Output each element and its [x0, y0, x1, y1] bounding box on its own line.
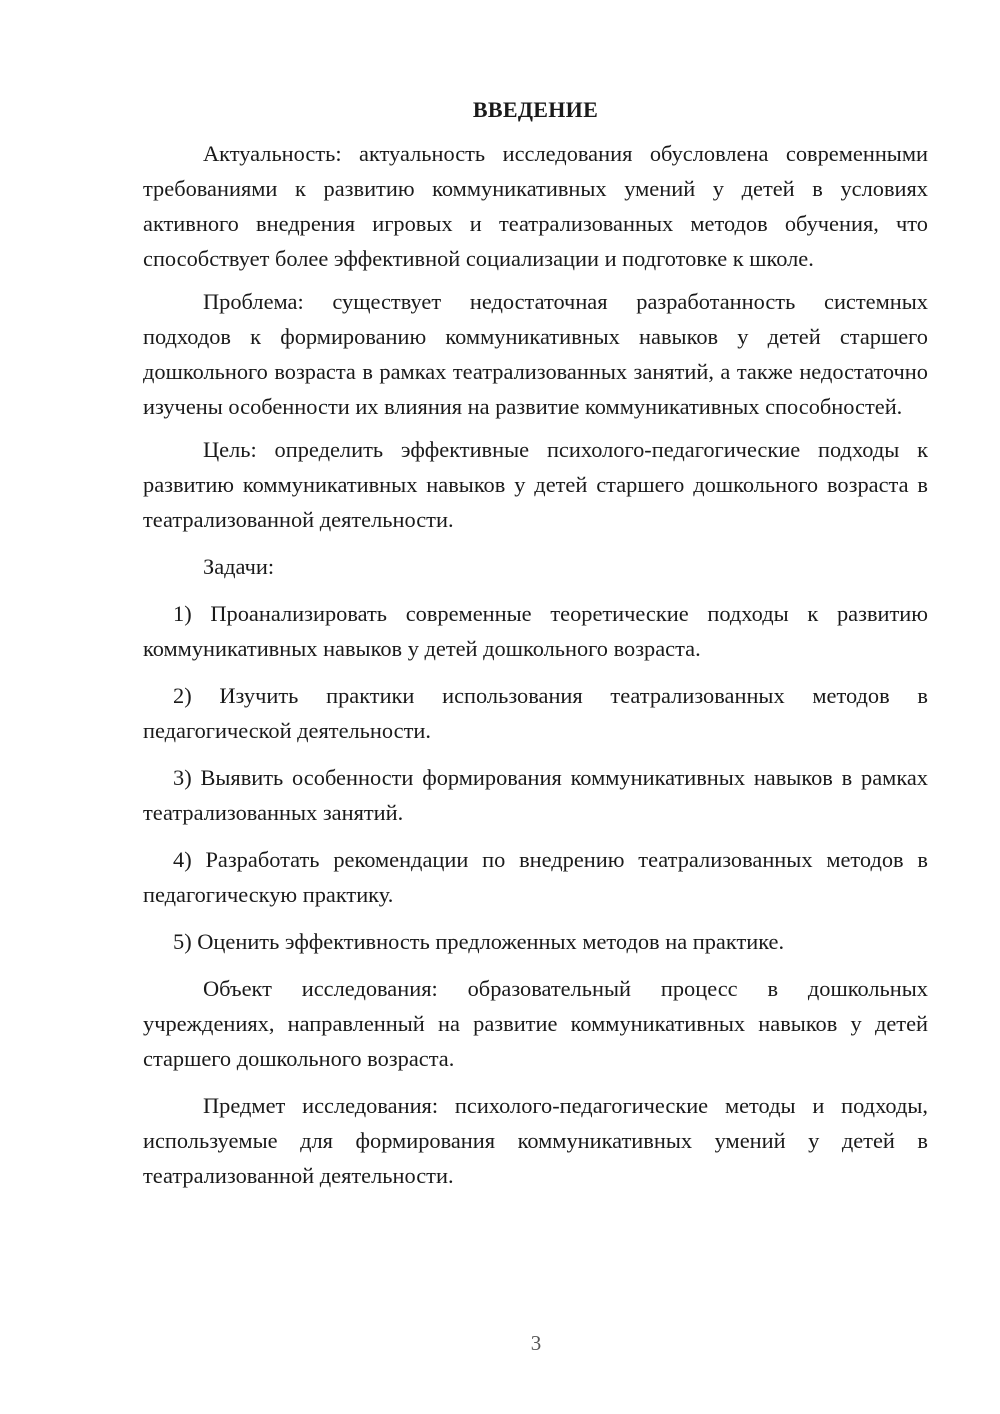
task-item-2: 2) Изучить практики использования театрализованных методов в педагогической деятельности. — [143, 683, 928, 743]
task-item-5: 5) Оценить эффективность предложенных методов на практике. — [173, 929, 785, 954]
paragraph-problem: Проблема: существует недостаточная разработанность системных подходов к формированию коммуникативных навыков у детей старшего дошкольного возраста в рамках театрализованных занятий, а также недостаточно изучены особенности их влияния на развитие коммуникативных способностей. — [143, 289, 928, 419]
paragraph-object: Объект исследования: образовательный процесс в дошкольных учреждениях, направленный на развитие коммуникативных навыков у детей старшего дошкольного возраста. — [143, 976, 928, 1071]
task-item-3: 3) Выявить особенности формирования коммуникативных навыков в рамках театрализованных занятий. — [143, 765, 928, 825]
document-page — [143, 92, 928, 1193]
tasks-label: Задачи: — [203, 554, 275, 579]
paragraph-relevance: Актуальность: актуальность исследования обусловлена современными требованиями к развитию коммуникативных умений у детей в условиях активного внедрения игровых и театрализованных методов обучения, что способствует более эффективной социализации и подготовке к школе. — [143, 141, 928, 271]
page-number: 3 — [530, 1331, 542, 1355]
task-item-4: 4) Разработать рекомендации по внедрению театрализованных методов в педагогическую практику. — [143, 847, 928, 907]
paragraph-subject: Предмет исследования: психолого-педагогические методы и подходы, используемые для формирования коммуникативных умений у детей в театрализованной деятельности. — [143, 1093, 928, 1188]
paragraph-goal: Цель: определить эффективные психолого-педагогические подходы к развитию коммуникативных навыков у детей старшего дошкольного возраста в театрализованной деятельности. — [143, 437, 928, 532]
document-heading: ВВЕДЕНИЕ — [472, 97, 599, 122]
task-item-1: 1) Проанализировать современные теоретические подходы к развитию коммуникативных навыков у детей дошкольного возраста. — [143, 601, 928, 661]
